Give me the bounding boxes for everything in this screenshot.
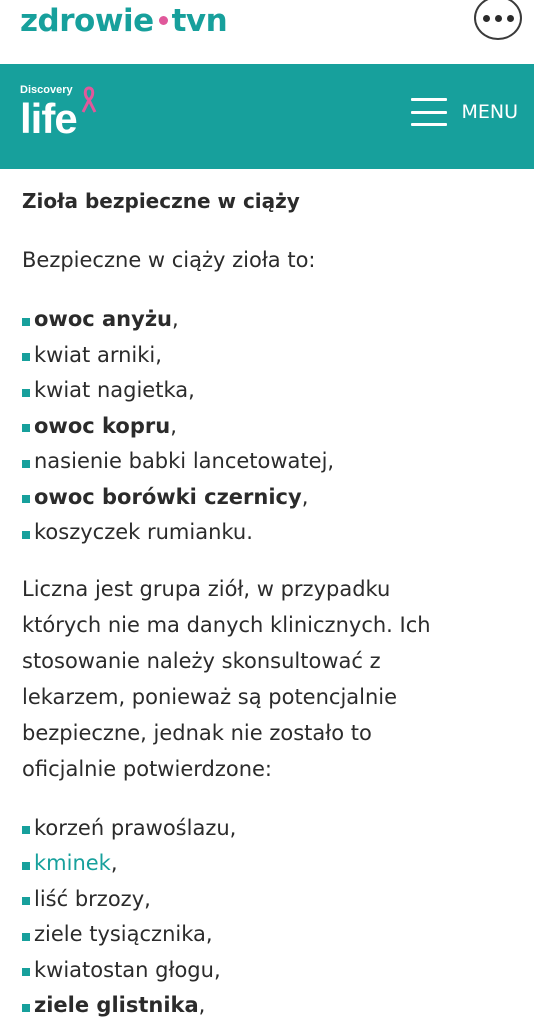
square-bullet-icon xyxy=(22,531,30,539)
list-item-punctuation: , xyxy=(188,378,195,402)
square-bullet-icon xyxy=(22,826,30,834)
consult-paragraph xyxy=(22,571,517,787)
square-bullet-icon xyxy=(22,933,30,941)
menu-button[interactable] xyxy=(411,98,518,126)
paragraph-line: Liczna jest grupa ziół, w przypadku xyxy=(22,576,391,601)
list-item xyxy=(22,882,517,918)
list-item xyxy=(22,811,517,847)
square-bullet-icon xyxy=(22,862,30,870)
more-dots-icon xyxy=(507,15,514,22)
list-item-punctuation: , xyxy=(301,484,309,509)
safe-herbs-list xyxy=(22,302,517,551)
list-item xyxy=(22,409,517,445)
list-item-text: liść brzozy xyxy=(34,886,145,911)
list-item-text: owoc anyżu xyxy=(34,307,172,331)
menu-label: MENU xyxy=(461,101,518,123)
list-item xyxy=(22,373,517,409)
top-bar xyxy=(0,0,534,64)
list-item-punctuation: , xyxy=(172,307,179,331)
site-header xyxy=(0,64,534,169)
paragraph-line: których nie ma danych klinicznych. Ich xyxy=(22,612,431,637)
consult-herbs-list xyxy=(22,811,517,1024)
list-item-punctuation: , xyxy=(198,993,206,1017)
list-item xyxy=(22,338,517,374)
paragraph-line: stosowanie należy skonsultować z xyxy=(22,648,381,673)
list-item-punctuation: , xyxy=(205,922,213,946)
list-item-text: korzeń prawoślazu xyxy=(34,815,230,840)
list-item-punctuation: , xyxy=(144,886,151,911)
paragraph-line: oficjalnie potwierdzone: xyxy=(22,756,273,781)
square-bullet-icon xyxy=(22,968,30,976)
brand-left-text: zdrowie xyxy=(20,3,154,39)
list-item-text: ziele tysiącznika xyxy=(34,922,206,946)
list-item[interactable] xyxy=(22,846,517,882)
more-options-button[interactable] xyxy=(474,0,522,40)
list-item-punctuation: , xyxy=(110,851,118,875)
square-bullet-icon xyxy=(22,353,30,361)
list-item-punctuation: , xyxy=(170,413,177,438)
discovery-life-logo[interactable] xyxy=(20,84,110,154)
list-item-text: kwiat nagietka xyxy=(34,378,189,402)
section-title: Zioła bezpieczne w ciąży xyxy=(22,189,300,213)
square-bullet-icon xyxy=(22,424,30,432)
more-dots-icon xyxy=(495,15,502,22)
paragraph-line: bezpieczne, jednak nie zostało to xyxy=(22,720,372,745)
list-item-punctuation: , xyxy=(327,449,335,473)
list-item-text: koszyczek rumianku xyxy=(34,520,247,544)
brand-right-text: tvn xyxy=(171,3,228,39)
list-item-punctuation: , xyxy=(155,342,162,367)
list-item-text: nasienie babki lancetowatej xyxy=(34,449,328,473)
logo-big-text: life xyxy=(20,95,77,142)
list-item-link[interactable]: kminek xyxy=(34,851,111,875)
list-item xyxy=(22,953,517,989)
site-logo[interactable] xyxy=(20,3,227,39)
brand-dot-icon xyxy=(159,16,168,25)
list-item-text: kwiatostan głogu xyxy=(34,957,214,982)
pink-ribbon-icon xyxy=(80,86,98,114)
square-bullet-icon xyxy=(22,897,30,905)
square-bullet-icon xyxy=(22,389,30,397)
list-item xyxy=(22,302,517,338)
square-bullet-icon xyxy=(22,1004,30,1012)
paragraph-line: lekarzem, ponieważ są potencjalnie xyxy=(22,684,398,709)
square-bullet-icon xyxy=(22,460,30,468)
list-item-text: owoc borówki czernicy xyxy=(34,484,302,509)
list-item-text: kwiat arniki xyxy=(34,342,156,367)
list-item-punctuation: , xyxy=(229,815,237,840)
list-item xyxy=(22,988,517,1024)
list-item xyxy=(22,917,517,953)
square-bullet-icon xyxy=(22,495,30,503)
list-item xyxy=(22,444,517,480)
hamburger-menu-icon xyxy=(411,98,447,126)
article-content xyxy=(22,188,517,1024)
list-item-text: owoc kopru xyxy=(34,413,171,438)
list-item xyxy=(22,515,517,551)
list-item-punctuation: , xyxy=(213,957,221,982)
list-item-punctuation: . xyxy=(246,520,253,544)
list-item xyxy=(22,480,517,516)
list-item-text: ziele glistnika xyxy=(34,993,199,1017)
more-dots-icon xyxy=(483,15,490,22)
logo-small-text: Discovery xyxy=(20,84,73,96)
intro-paragraph: Bezpieczne w ciąży zioła to: xyxy=(22,248,316,272)
square-bullet-icon xyxy=(22,318,30,326)
